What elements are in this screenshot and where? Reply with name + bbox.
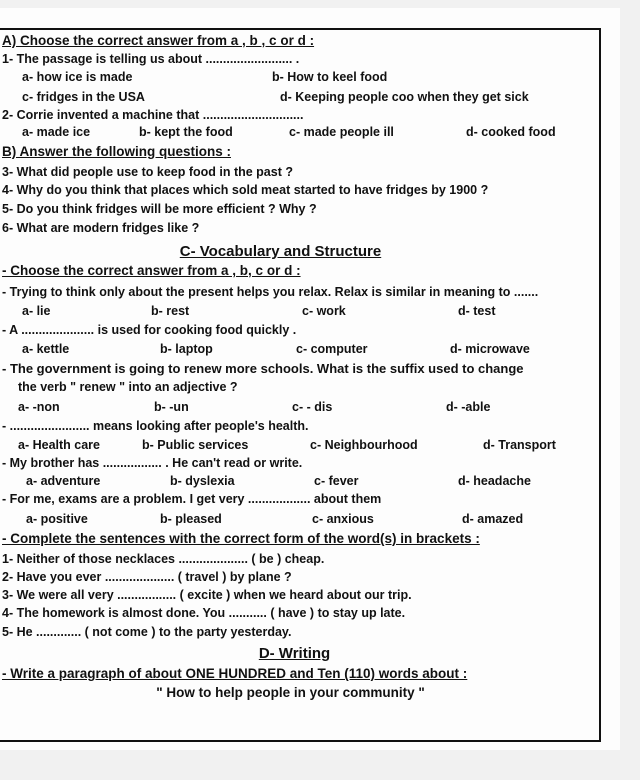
option: b- Public services (142, 438, 249, 452)
option: d- headache (458, 474, 531, 488)
sentence-3: 3- We were all very ................. ( excite ) when we heard about our trip. (2, 588, 412, 602)
option: b- laptop (160, 342, 213, 356)
option: b- How to keel food (272, 70, 388, 84)
option: a- lie (22, 304, 51, 318)
option: c- fever (314, 474, 359, 488)
option: a- positive (26, 512, 88, 526)
question-b3: 3- What did people use to keep food in the past ? (2, 165, 293, 179)
option: b- rest (151, 304, 190, 318)
option: a- how ice is made (22, 70, 133, 84)
sentence-5: 5- He ............. ( not come ) to the party yesterday. (2, 625, 292, 639)
question-a2: 2- Corrie invented a machine that ............................. (2, 108, 304, 122)
question-a1: 1- The passage is telling us about ......................... . (2, 52, 300, 66)
sentence-1: 1- Neither of those necklaces .................... ( be ) cheap. (2, 552, 325, 566)
option: c- work (302, 304, 346, 318)
option: c- anxious (312, 512, 374, 526)
option: b- -un (154, 400, 189, 414)
part-d-title: D- Writing (258, 645, 331, 662)
sentence-4: 4- The homework is almost done. You ........... ( have ) to stay up late. (2, 606, 406, 620)
option: b- dyslexia (170, 474, 235, 488)
option: d- test (458, 304, 496, 318)
option: c- Neighbourhood (310, 438, 418, 452)
option: a- Health care (18, 438, 100, 452)
part-d-instruction: - Write a paragraph of about ONE HUNDRED and Ten (110) words about : (2, 666, 468, 681)
part-a-heading: A) Choose the correct answer from a , b , c or d : (2, 33, 315, 48)
option: c- made people ill (289, 125, 394, 139)
option: c- computer (296, 342, 368, 356)
question-c5: - My brother has ................. . He can't read or write. (2, 456, 303, 470)
question-c3-cont: the verb " renew " into an adjective ? (18, 380, 238, 394)
part-b-heading: B) Answer the following questions : (2, 144, 231, 159)
option: a- made ice (22, 125, 91, 139)
question-c6: - For me, exams are a problem. I get very .................. about them (2, 492, 382, 506)
option: c- fridges in the USA (22, 90, 145, 104)
option: d- cooked food (466, 125, 556, 139)
question-b4: 4- Why do you think that places which sold meat started to have fridges by 1900 ? (2, 183, 489, 197)
question-c2: - A ..................... is used for cooking food quickly . (2, 323, 297, 337)
option: a- adventure (26, 474, 101, 488)
question-c1: - Trying to think only about the present helps you relax. Relax is similar in meaning to ....... (2, 285, 539, 299)
option: c- - dis (292, 400, 333, 414)
option: d- microwave (450, 342, 530, 356)
question-c3: - The government is going to renew more schools. What is the suffix used to change (2, 361, 524, 376)
worksheet-page (0, 8, 620, 750)
option: d- -able (446, 400, 491, 414)
sentence-2: 2- Have you ever .................... ( travel ) by plane ? (2, 570, 292, 584)
option: a- -non (18, 400, 60, 414)
question-c4: - ....................... means looking after people's health. (2, 419, 309, 433)
option: d- amazed (462, 512, 524, 526)
question-b6: 6- What are modern fridges like ? (2, 221, 200, 235)
part-c-title: C- Vocabulary and Structure (179, 243, 382, 260)
part-c-sub1: - Choose the correct answer from a , b, c or d : (2, 263, 301, 278)
option: a- kettle (22, 342, 70, 356)
part-c-sub2: - Complete the sentences with the correct form of the word(s) in brackets : (2, 531, 480, 546)
question-b5: 5- Do you think fridges will be more efficient ? Why ? (2, 202, 317, 216)
option: b- kept the food (139, 125, 233, 139)
option: b- pleased (160, 512, 222, 526)
writing-topic: " How to help people in your community " (156, 685, 425, 700)
option: d- Transport (483, 438, 556, 452)
option: d- Keeping people coo when they get sick (280, 90, 529, 104)
